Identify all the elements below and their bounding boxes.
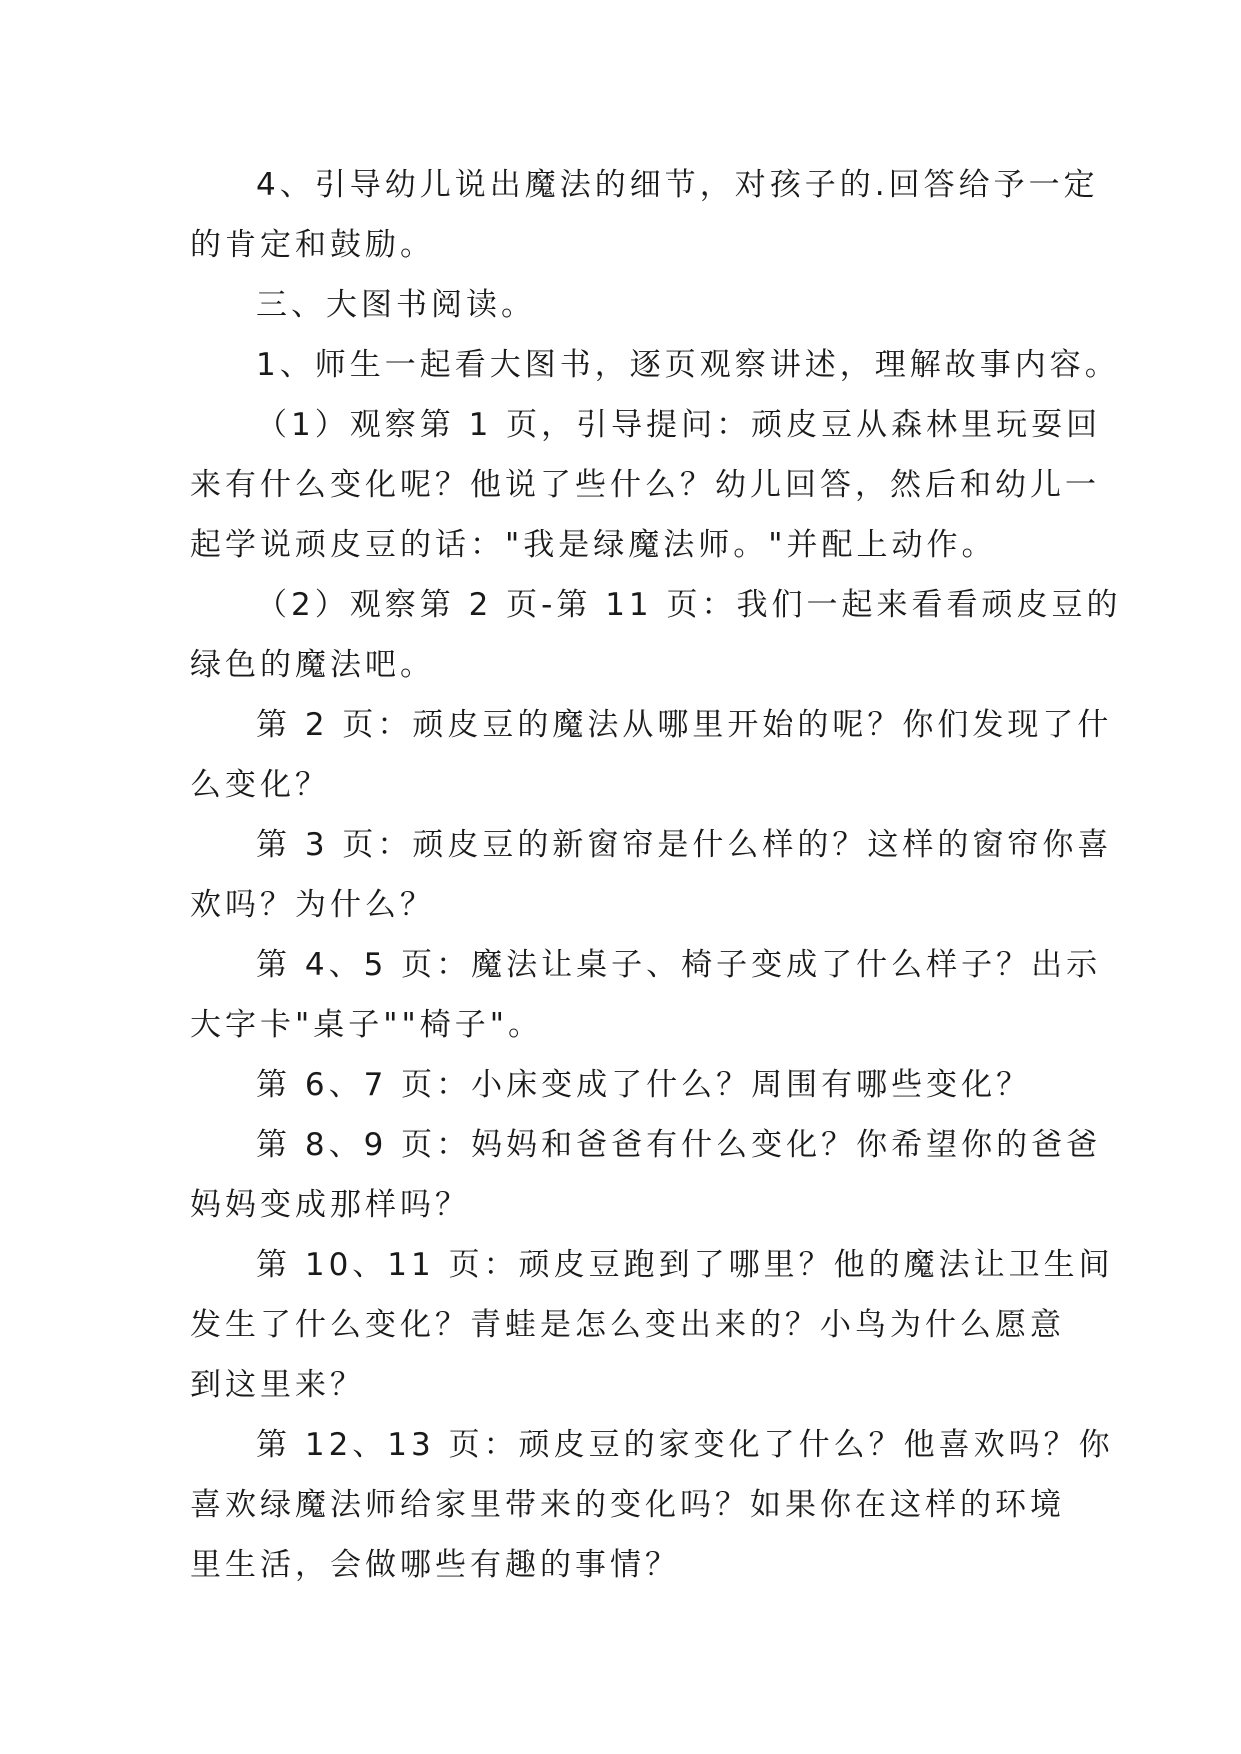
paragraph-line: 起学说顽皮豆的话："我是绿魔法师。"并配上动作。 [190, 527, 997, 563]
paragraph-line: （2）观察第 2 页-第 11 页：我们一起来看看顽皮豆的 [256, 587, 1122, 623]
paragraph-line: 第 4、5 页：魔法让桌子、椅子变成了什么样子？出示 [256, 947, 1102, 983]
paragraph-line: 么变化？ [190, 767, 330, 803]
paragraph-line: 1、师生一起看大图书，逐页观察讲述，理解故事内容。 [256, 347, 1120, 383]
paragraph-line: 喜欢绿魔法师给家里带来的变化吗？如果你在这样的环境 [190, 1487, 1065, 1523]
paragraph-line: 里生活，会做哪些有趣的事情？ [190, 1547, 680, 1583]
paragraph-line: 4、引导幼儿说出魔法的细节，对孩子的.回答给予一定 [256, 167, 1099, 203]
paragraph-line: 的肯定和鼓励。 [190, 227, 435, 263]
paragraph-line: 第 2 页：顽皮豆的魔法从哪里开始的呢？你们发现了什 [256, 707, 1113, 743]
section-heading: 三、大图书阅读。 [256, 287, 536, 323]
paragraph-line: 欢吗？为什么？ [190, 887, 435, 923]
paragraph-line: 发生了什么变化？青蛙是怎么变出来的？小鸟为什么愿意 [190, 1307, 1065, 1343]
paragraph-line: 第 3 页：顽皮豆的新窗帘是什么样的？这样的窗帘你喜 [256, 827, 1113, 863]
paragraph-line: 妈妈变成那样吗？ [190, 1187, 470, 1223]
paragraph-line: （1）观察第 1 页，引导提问：顽皮豆从森林里玩耍回 [256, 407, 1102, 443]
paragraph-line: 第 6、7 页：小床变成了什么？周围有哪些变化？ [256, 1067, 1032, 1103]
paragraph-line: 大字卡"桌子""椅子"。 [190, 1007, 544, 1043]
paragraph-line: 第 8、9 页：妈妈和爸爸有什么变化？你希望你的爸爸 [256, 1127, 1102, 1163]
paragraph-line: 到这里来？ [190, 1367, 365, 1403]
paragraph-line: 来有什么变化呢？他说了些什么？幼儿回答，然后和幼儿一 [190, 467, 1100, 503]
paragraph-line: 第 12、13 页：顽皮豆的家变化了什么？他喜欢吗？你 [256, 1427, 1114, 1463]
paragraph-line: 绿色的魔法吧。 [190, 647, 435, 683]
document-body [190, 155, 1122, 1595]
paragraph-line: 第 10、11 页：顽皮豆跑到了哪里？他的魔法让卫生间 [256, 1247, 1114, 1283]
